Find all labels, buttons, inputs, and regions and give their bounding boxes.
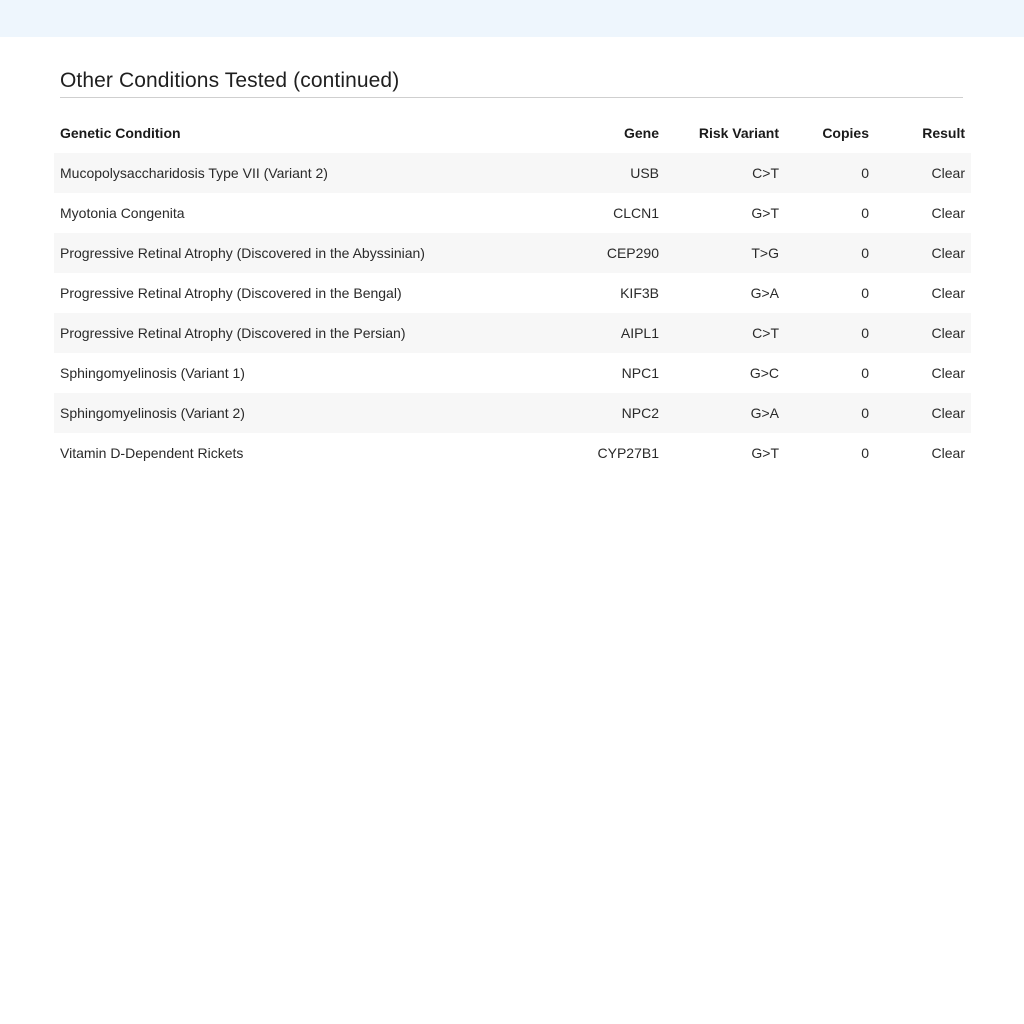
header-copies: Copies bbox=[822, 125, 869, 141]
variant-cell: G>C bbox=[749, 365, 779, 381]
copies-cell: 0 bbox=[861, 325, 869, 341]
gene-cell: USB bbox=[630, 165, 659, 181]
result-cell: Clear bbox=[931, 245, 965, 261]
table-row bbox=[54, 353, 971, 393]
condition-cell: Sphingomyelinosis (Variant 1) bbox=[60, 365, 245, 381]
copies-cell: 0 bbox=[861, 365, 869, 381]
table-row bbox=[54, 393, 971, 433]
copies-cell: 0 bbox=[861, 165, 869, 181]
table-row bbox=[54, 433, 971, 473]
results-section bbox=[54, 68, 971, 473]
gene-cell: CEP290 bbox=[606, 245, 659, 261]
gene-cell: NPC2 bbox=[621, 405, 659, 421]
result-cell: Clear bbox=[931, 165, 965, 181]
condition-cell: Myotonia Congenita bbox=[60, 205, 185, 221]
condition-cell: Sphingomyelinosis (Variant 2) bbox=[60, 405, 245, 421]
result-cell: Clear bbox=[931, 365, 965, 381]
header-result: Result bbox=[922, 125, 965, 141]
copies-cell: 0 bbox=[861, 245, 869, 261]
variant-cell: C>T bbox=[752, 325, 779, 341]
table-row bbox=[54, 273, 971, 313]
condition-cell: Progressive Retinal Atrophy (Discovered in the Bengal) bbox=[60, 285, 402, 301]
result-cell: Clear bbox=[931, 325, 965, 341]
gene-cell: CYP27B1 bbox=[597, 445, 659, 461]
header-gene: Gene bbox=[623, 125, 659, 141]
gene-cell: NPC1 bbox=[621, 365, 659, 381]
table-row bbox=[54, 233, 971, 273]
condition-cell: Progressive Retinal Atrophy (Discovered in the Persian) bbox=[60, 325, 406, 341]
result-cell: Clear bbox=[931, 405, 965, 421]
gene-cell: CLCN1 bbox=[613, 205, 659, 221]
copies-cell: 0 bbox=[861, 405, 869, 421]
result-cell: Clear bbox=[931, 205, 965, 221]
header-risk-variant: Risk Variant bbox=[698, 125, 779, 141]
copies-cell: 0 bbox=[861, 205, 869, 221]
result-cell: Clear bbox=[931, 285, 965, 301]
variant-cell: G>A bbox=[750, 405, 779, 421]
gene-cell: KIF3B bbox=[620, 285, 659, 301]
conditions-table bbox=[54, 113, 971, 473]
variant-cell: G>T bbox=[751, 445, 779, 461]
copies-cell: 0 bbox=[861, 445, 869, 461]
table-header-row bbox=[54, 113, 971, 153]
condition-cell: Mucopolysaccharidosis Type VII (Variant 2) bbox=[60, 165, 328, 181]
gene-cell: AIPL1 bbox=[620, 325, 659, 341]
variant-cell: C>T bbox=[752, 165, 779, 181]
top-header-band bbox=[0, 0, 1024, 37]
condition-cell: Progressive Retinal Atrophy (Discovered in the Abyssinian) bbox=[60, 245, 425, 261]
table-row bbox=[54, 153, 971, 193]
copies-cell: 0 bbox=[861, 285, 869, 301]
variant-cell: G>T bbox=[751, 205, 779, 221]
table-row bbox=[54, 313, 971, 353]
result-cell: Clear bbox=[931, 445, 965, 461]
header-genetic-condition: Genetic Condition bbox=[60, 125, 181, 141]
condition-cell: Vitamin D-Dependent Rickets bbox=[60, 445, 244, 461]
variant-cell: G>A bbox=[750, 285, 779, 301]
variant-cell: T>G bbox=[751, 245, 779, 261]
table-row bbox=[54, 193, 971, 233]
section-title: Other Conditions Tested (continued) bbox=[60, 68, 963, 98]
